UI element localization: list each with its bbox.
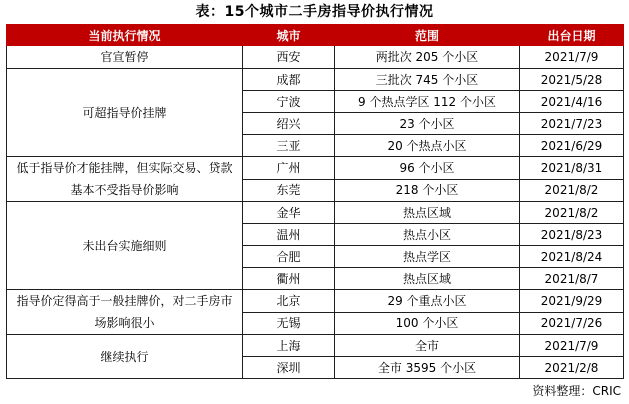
status-cell: 指导价定得高于一般挂牌价，对二手房市场影响很小 bbox=[7, 290, 243, 335]
scope-cell: 29 个重点小区 bbox=[335, 290, 520, 313]
date-cell: 2021/8/31 bbox=[520, 157, 624, 180]
date-cell: 2021/2/8 bbox=[520, 357, 624, 379]
header-status: 当前执行情况 bbox=[7, 25, 243, 46]
city-cell: 金华 bbox=[243, 202, 335, 224]
table-row bbox=[7, 202, 624, 224]
status-cell: 可超指导价挂牌 bbox=[7, 69, 243, 157]
scope-cell: 三批次 745 个小区 bbox=[335, 69, 520, 91]
date-cell: 2021/7/23 bbox=[520, 113, 624, 135]
date-cell: 2021/7/9 bbox=[520, 335, 624, 357]
city-cell: 三亚 bbox=[243, 135, 335, 157]
date-cell: 2021/4/16 bbox=[520, 91, 624, 113]
scope-cell: 两批次 205 个小区 bbox=[335, 46, 520, 69]
city-cell: 无锡 bbox=[243, 312, 335, 335]
city-policy-table bbox=[6, 24, 624, 379]
scope-cell: 9 个热点学区 112 个小区 bbox=[335, 91, 520, 113]
date-cell: 2021/5/28 bbox=[520, 69, 624, 91]
date-cell: 2021/7/26 bbox=[520, 312, 624, 335]
header-date: 出台日期 bbox=[520, 25, 624, 46]
scope-cell: 23 个小区 bbox=[335, 113, 520, 135]
header-city: 城市 bbox=[243, 25, 335, 46]
scope-cell: 100 个小区 bbox=[335, 312, 520, 335]
city-cell: 绍兴 bbox=[243, 113, 335, 135]
city-cell: 成都 bbox=[243, 69, 335, 91]
city-cell: 上海 bbox=[243, 335, 335, 357]
city-cell: 广州 bbox=[243, 157, 335, 180]
date-cell: 2021/8/23 bbox=[520, 224, 624, 246]
date-cell: 2021/8/24 bbox=[520, 246, 624, 268]
city-cell: 深圳 bbox=[243, 357, 335, 379]
scope-cell: 全市 bbox=[335, 335, 520, 357]
table-row bbox=[7, 46, 624, 69]
scope-cell: 全市 3595 个小区 bbox=[335, 357, 520, 379]
status-cell: 未出台实施细则 bbox=[7, 202, 243, 290]
date-cell: 2021/8/2 bbox=[520, 202, 624, 224]
scope-cell: 热点区域 bbox=[335, 268, 520, 290]
date-cell: 2021/6/29 bbox=[520, 135, 624, 157]
date-cell: 2021/8/7 bbox=[520, 268, 624, 290]
table-row bbox=[7, 157, 624, 180]
scope-cell: 96 个小区 bbox=[335, 157, 520, 180]
date-cell: 2021/9/29 bbox=[520, 290, 624, 313]
city-cell: 合肥 bbox=[243, 246, 335, 268]
table-row bbox=[7, 290, 624, 313]
table-title: 表：15个城市二手房指导价执行情况 bbox=[195, 4, 434, 20]
city-cell: 东莞 bbox=[243, 179, 335, 202]
scope-cell: 热点区域 bbox=[335, 202, 520, 224]
header-scope: 范围 bbox=[335, 25, 520, 46]
table-row bbox=[7, 69, 624, 91]
scope-cell: 20 个热点小区 bbox=[335, 135, 520, 157]
city-cell: 西安 bbox=[243, 46, 335, 69]
table-row bbox=[7, 335, 624, 357]
source-note: 资料整理：CRIC bbox=[532, 384, 621, 398]
city-cell: 北京 bbox=[243, 290, 335, 313]
header-row bbox=[7, 25, 624, 46]
scope-cell: 218 个小区 bbox=[335, 179, 520, 202]
status-cell: 官宣暂停 bbox=[7, 46, 243, 69]
date-cell: 2021/8/2 bbox=[520, 179, 624, 202]
status-cell: 低于指导价才能挂牌，但实际交易、贷款基本不受指导价影响 bbox=[7, 157, 243, 202]
city-cell: 温州 bbox=[243, 224, 335, 246]
scope-cell: 热点小区 bbox=[335, 224, 520, 246]
status-cell: 继续执行 bbox=[7, 335, 243, 379]
scope-cell: 热点学区 bbox=[335, 246, 520, 268]
city-cell: 衢州 bbox=[243, 268, 335, 290]
city-cell: 宁波 bbox=[243, 91, 335, 113]
date-cell: 2021/7/9 bbox=[520, 46, 624, 69]
